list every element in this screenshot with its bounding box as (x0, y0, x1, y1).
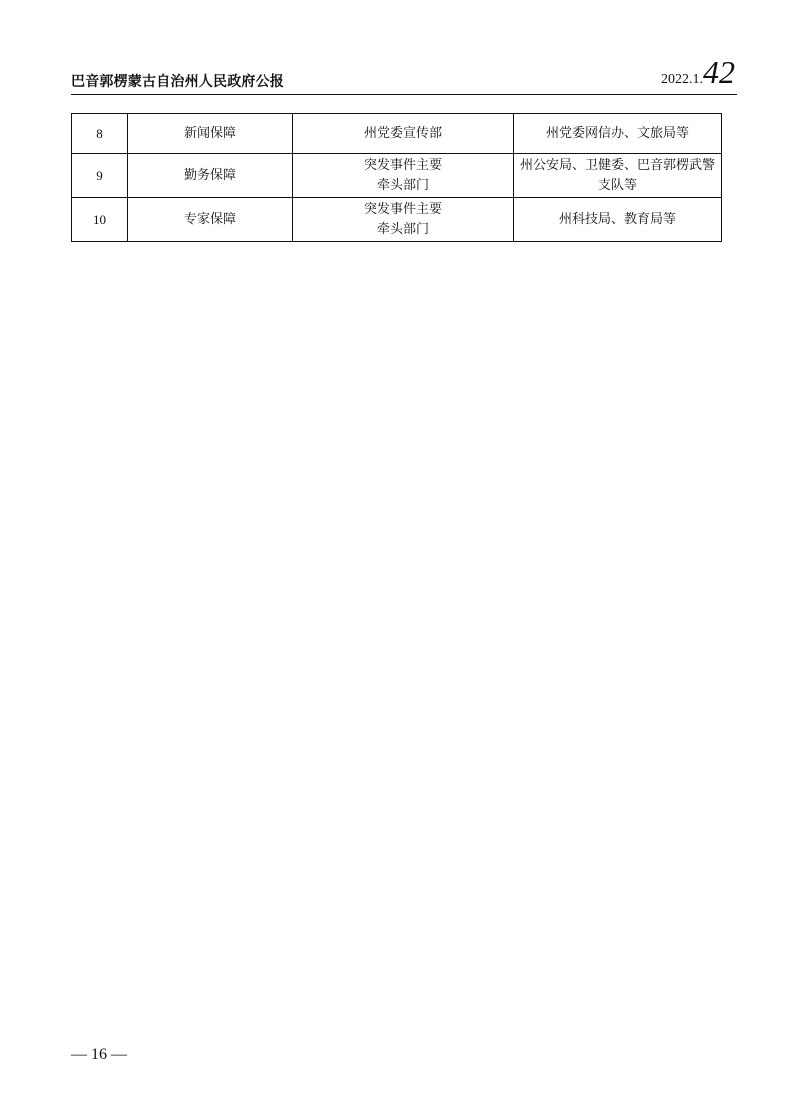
lead-department-text: 牵头部门 (376, 177, 429, 193)
supporting-departments-text: 州公安局、卫健委、巴音郭楞武警 (519, 157, 715, 173)
bulletin-title: 巴音郭楞蒙古自治州人民政府公报 (71, 74, 284, 90)
lead-department-cell (293, 198, 514, 242)
supporting-departments-text: 州科技局、教育局等 (558, 211, 676, 227)
support-type-cell: 新闻保障 (128, 114, 293, 154)
issue-date: 2022.1. (661, 72, 703, 87)
table-row (72, 154, 722, 198)
issue-number: 42 (703, 54, 735, 90)
supporting-departments-text: 州党委网信办、文旅局等 (545, 125, 689, 141)
row-number-cell: 9 (72, 154, 128, 198)
table-row (72, 198, 722, 242)
lead-department-text: 州党委宣传部 (363, 125, 442, 141)
lead-department-text: 突发事件主要 (363, 201, 442, 217)
page-header (71, 56, 735, 92)
support-type-cell: 专家保障 (128, 198, 293, 242)
table-row (72, 114, 722, 154)
lead-department-text: 牵头部门 (376, 221, 429, 237)
supporting-departments-cell (514, 154, 722, 198)
lead-department-cell (293, 114, 514, 154)
row-number-cell: 8 (72, 114, 128, 154)
row-number-cell: 10 (72, 198, 128, 242)
support-type-cell: 勤务保障 (128, 154, 293, 198)
supporting-departments-text: 支队等 (597, 177, 637, 193)
supporting-departments-cell (514, 198, 722, 242)
lead-department-cell (293, 154, 514, 198)
supporting-departments-cell (514, 114, 722, 154)
issue-label (661, 56, 735, 88)
page-number: — 16 — (71, 1046, 127, 1063)
responsibility-table (71, 113, 722, 242)
header-rule (71, 94, 737, 95)
lead-department-text: 突发事件主要 (363, 157, 442, 173)
